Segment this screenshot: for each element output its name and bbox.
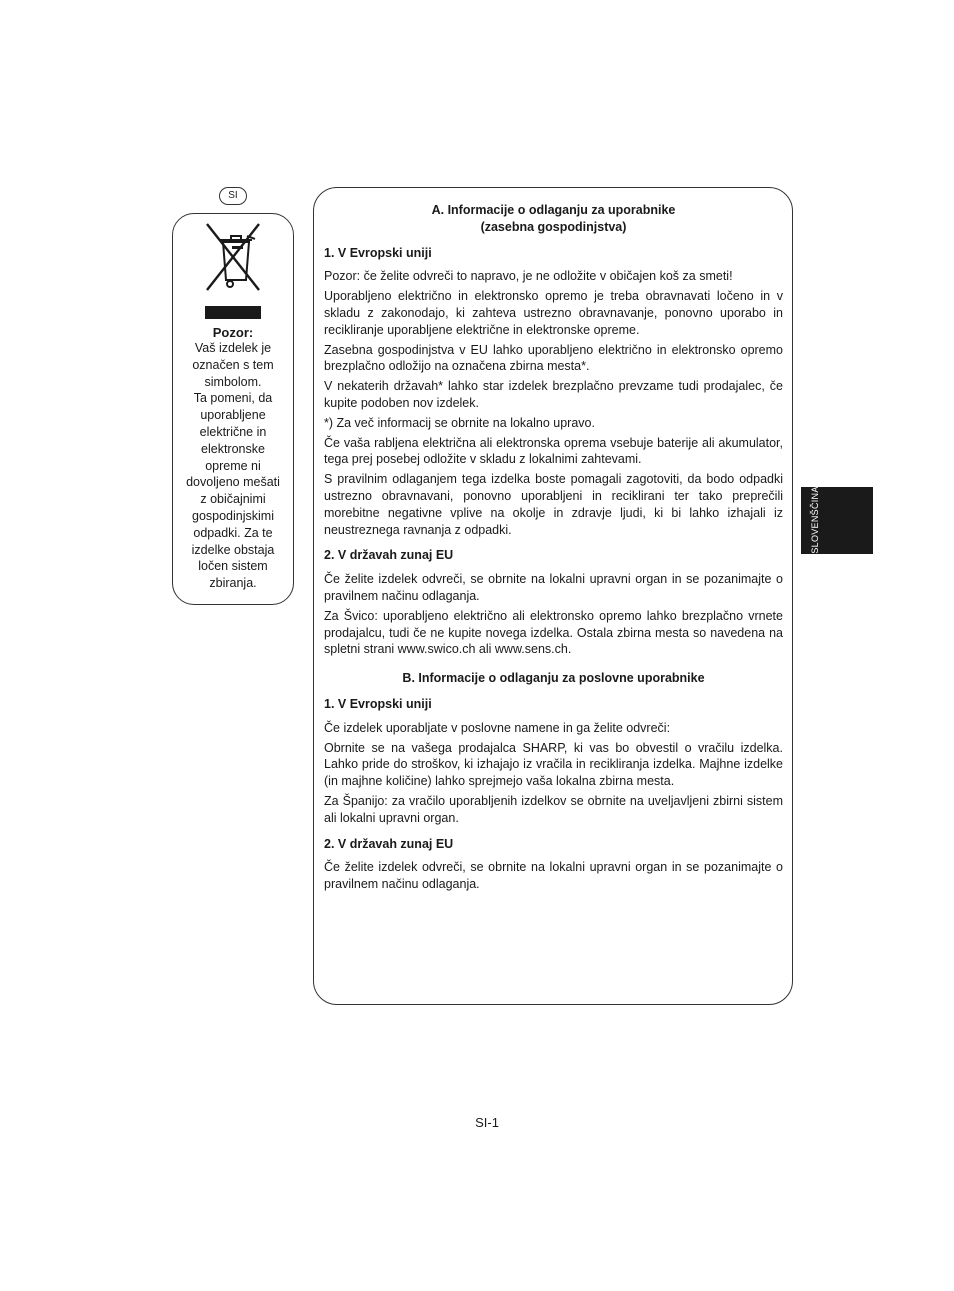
- side-tab-label: SLOVENŠČINA: [810, 486, 820, 554]
- language-badge: SI: [219, 187, 247, 205]
- black-bar: [205, 306, 261, 319]
- section-b-heading-eu: 1. V Evropski uniji: [324, 696, 432, 711]
- language-side-tab: [801, 487, 873, 554]
- section-a-subtitle: (zasebna gospodinjstva): [480, 219, 627, 234]
- page-number: SI-1: [475, 1115, 499, 1130]
- section-b-title: B. Informacije o odlaganju za poslovne uporabnike: [402, 671, 705, 686]
- paragraph: Zasebna gospodinjstva v EU lahko uporabljeno električno in elektronsko opremo brezplačno odložijo na označena zbirna mesta*.: [324, 342, 783, 374]
- paragraph: V nekaterih državah* lahko star izdelek brezplačno prevzame tudi prodajalec, če kupite podoben nov izdelek.: [324, 379, 783, 410]
- crossed-out-wheelie-bin-icon: [203, 220, 263, 292]
- warning-title: Pozor:: [212, 325, 254, 340]
- paragraph: Če želite izdelek odvreči, se obrnite na lokalni upravni organ in se pozanimajte o pravilnem načinu odlaganja.: [324, 860, 783, 892]
- warning-box: [172, 213, 294, 605]
- paragraph: S pravilnim odlaganjem tega izdelka boste pomagali zagotoviti, da bodo odpadki ustrezno obravnavani, ponovno uporabljeni in reciklirani ter tako preprečili morebitne negativne vplive na okolje in zdravje ljudi, ki bi lahko izhajali iz neustreznega ravnanja z odpadki.: [324, 472, 783, 537]
- warning-text: Vaš izdelek je označen s tem simbolom. Ta pomeni, da uporabljene električne in elektronske opreme ni dovoljeno mešati z običajnimi gospodinjskimi odpadki. Za te izdelke obstaja ločen sistem zbiranja.: [186, 341, 280, 591]
- paragraph: Za Španijo: za vračilo uporabljenih izdelkov se obrnite na uveljavljeni zbirni sistem ali lokalni upravni organ.: [324, 793, 783, 825]
- section-a-heading-eu: 1. V Evropski uniji: [324, 245, 432, 260]
- paragraph: Če vaša rabljena električna ali elektronska oprema vsebuje baterije ali akumulator, tega prej posebej odložite v skladu z lokalnimi zahtevami.: [324, 435, 783, 467]
- paragraph: Za Švico: uporabljeno električno ali elektronsko opremo lahko brezplačno vrnete prodajalcu, tudi če ne kupite novega izdelka. Ostala zbirna mesta so navedena na spletni strani www.swico.ch ali www.sens.ch.: [324, 608, 783, 657]
- paragraph: Če želite izdelek odvreči, se obrnite na lokalni upravni organ in se pozanimajte o pravilnem načinu odlaganja.: [324, 572, 783, 603]
- section-a-title: A. Informacije o odlaganju za uporabnike: [431, 203, 676, 217]
- paragraph: *) Za več informacij se obrnite na lokalno upravo.: [324, 415, 595, 430]
- paragraph: Obrnite se na vašega prodajalca SHARP, ki vas bo obvestil o vračilu izdelka. Lahko pride do stroškov, ki izhajajo iz vračila in recikliranja izdelka. Majhne izdelke (in majhne količine) lahko sprejmejo vaša lokalna zbirna mesta.: [324, 740, 783, 789]
- paragraph: Pozor: če želite odvreči to napravo, je ne odložite v običajen koš za smeti!: [324, 269, 733, 284]
- paragraph: Uporabljeno električno in elektronsko opremo je treba obravnavati ločeno in v skladu z zakonodajo, ki zahteva ustrezno obravnavanje, ponovno uporabo in recikliranje uporabljene električne in elektronske opreme.: [324, 289, 783, 337]
- section-a-heading-non-eu: 2. V državah zunaj EU: [324, 548, 454, 563]
- section-b-heading-non-eu: 2. V državah zunaj EU: [324, 836, 454, 851]
- main-content-box: [313, 187, 793, 1005]
- paragraph: Če izdelek uporabljate v poslovne namene in ga želite odvreči:: [324, 720, 671, 735]
